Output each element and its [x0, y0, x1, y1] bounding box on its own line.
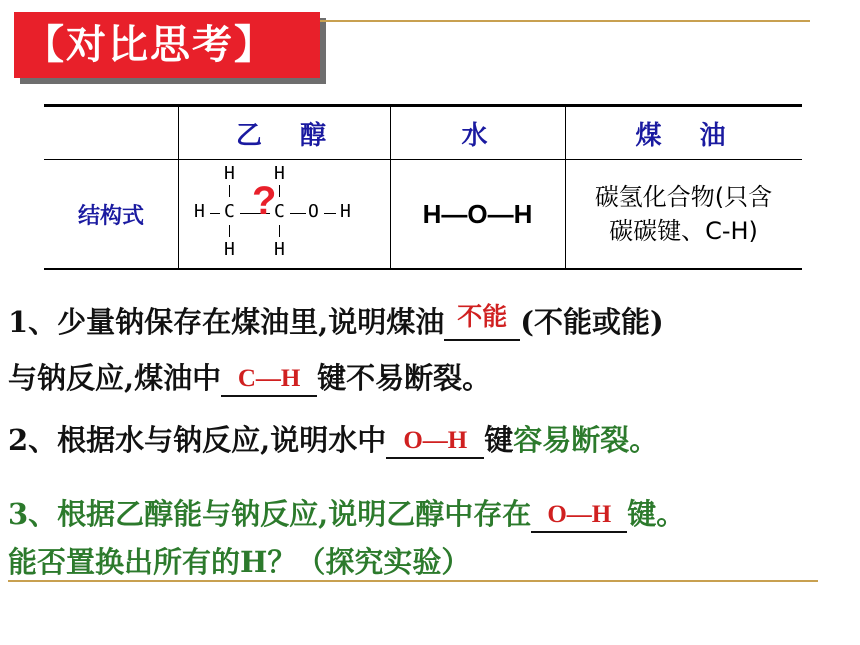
q1-blank — [444, 305, 520, 341]
header-kerosene: 煤 油 — [635, 120, 732, 151]
atom-h: H — [194, 201, 205, 222]
q3-blank — [531, 497, 627, 533]
question-1-line-1 — [8, 300, 664, 341]
bond — [290, 213, 306, 214]
q1-hint: (不能或能) — [520, 305, 664, 339]
q3-bond: 键。 — [627, 497, 686, 531]
top-divider — [320, 20, 810, 22]
atom-h: H — [340, 201, 351, 222]
row-label-structure: 结构式 — [77, 203, 144, 229]
bond — [229, 225, 230, 237]
q3-answer: O—H — [547, 501, 612, 528]
comparison-table — [44, 104, 802, 270]
q3-text: 3、根据乙醇能与钠反应,说明乙醇中存在 — [8, 497, 532, 531]
q1-answer-2: C—H — [237, 365, 301, 392]
q1-text: 1、少量钠保存在煤油里,说明煤油 — [8, 305, 445, 339]
kerosene-desc-line2: 碳碳键、C-H) — [609, 217, 758, 245]
question-3-line-2: 能否置换出所有的H？（探究实验） — [8, 545, 471, 579]
bottom-divider — [8, 580, 818, 582]
bond — [229, 185, 230, 197]
q1-text-3: 键不易断裂。 — [317, 361, 492, 395]
kerosene-structure — [565, 159, 802, 269]
header-water: 水 — [461, 120, 494, 151]
q2-blank — [386, 423, 484, 459]
q2-conclusion: 容易断裂。 — [513, 423, 659, 457]
water-structure: H—O—H — [422, 198, 533, 229]
atom-o: O — [308, 201, 319, 222]
atom-c: C — [224, 201, 235, 222]
bond — [279, 185, 280, 197]
header-ethanol: 乙 醇 — [235, 120, 332, 151]
q2-bond: 键 — [484, 423, 514, 457]
bond — [210, 213, 220, 214]
bond — [324, 213, 336, 214]
q1-blank-2 — [221, 361, 317, 397]
question-3-line-1 — [8, 492, 685, 533]
q1-text-2: 与钠反应,煤油中 — [8, 361, 222, 395]
bond — [279, 225, 280, 237]
q2-answer: O—H — [403, 427, 468, 454]
question-2-line — [8, 418, 658, 459]
atom-h: H — [274, 239, 285, 260]
atom-c: C — [274, 201, 285, 222]
ethanol-structure — [178, 163, 390, 269]
q1-answer: 不能 — [457, 304, 508, 331]
atom-h: H — [224, 163, 235, 184]
q2-text: 2、根据水与钠反应,说明水中 — [8, 423, 387, 457]
question-1-line-2 — [8, 356, 491, 397]
atom-h: H — [274, 163, 285, 184]
kerosene-desc-line1: 碳氢化合物(只含 — [594, 183, 773, 211]
question-mark-icon: ? — [252, 179, 277, 223]
atom-h: H — [224, 239, 235, 260]
slide-title: 【对比思考】 — [14, 12, 320, 78]
